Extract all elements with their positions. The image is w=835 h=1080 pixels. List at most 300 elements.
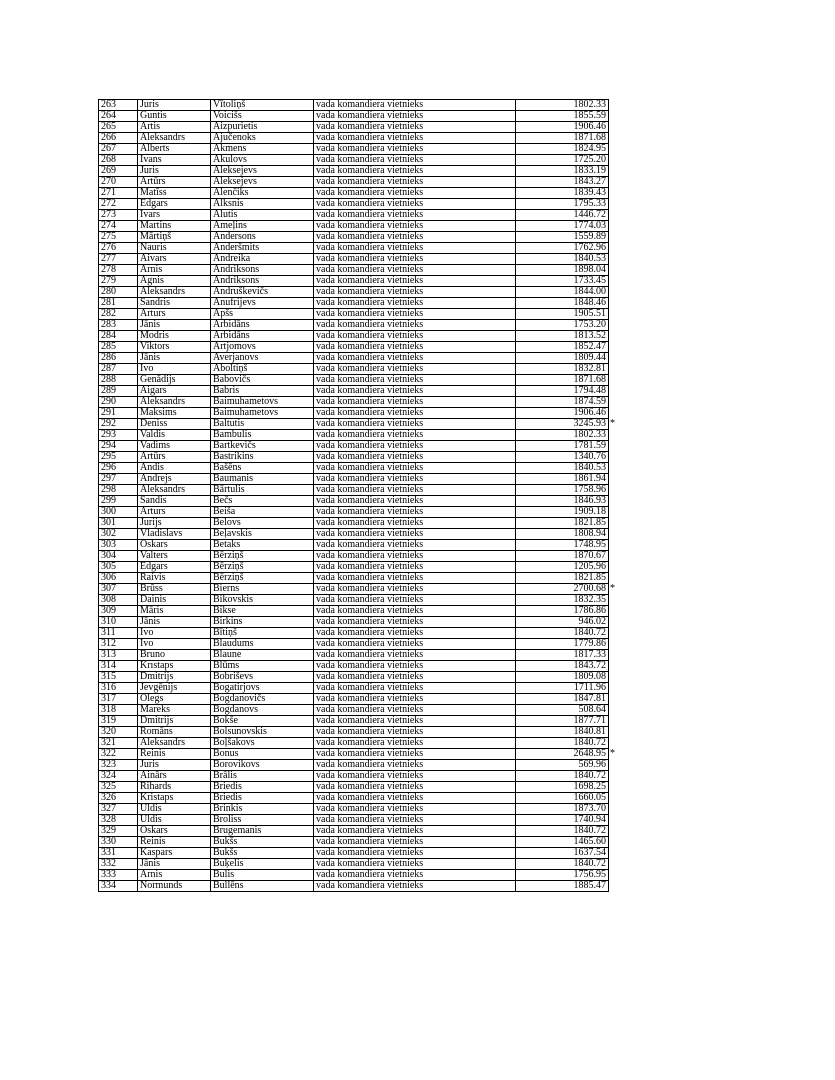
row-number-cell: 304 <box>99 551 138 562</box>
amount-cell <box>516 298 609 309</box>
table-row <box>99 452 609 463</box>
table-row <box>99 221 609 232</box>
first-name-cell: Jānis <box>138 617 211 628</box>
position-cell: vada komandiera vietnieks <box>314 518 516 529</box>
position-cell: vada komandiera vietnieks <box>314 738 516 749</box>
table-row <box>99 595 609 606</box>
row-number-cell: 334 <box>99 881 138 892</box>
amount-cell <box>516 595 609 606</box>
amount-value: 3245.93 <box>573 418 606 429</box>
position-cell: vada komandiera vietnieks <box>314 540 516 551</box>
amount-value: 1781.59 <box>573 440 606 451</box>
first-name-cell: Normunds <box>138 881 211 892</box>
last-name-cell: Bastrikins <box>211 452 314 463</box>
row-number-cell: 311 <box>99 628 138 639</box>
amount-value: 1840.81 <box>573 726 606 737</box>
row-number-cell: 286 <box>99 353 138 364</box>
table-row <box>99 375 609 386</box>
last-name-cell: Andersons <box>211 232 314 243</box>
amount-value: 1809.44 <box>573 352 606 363</box>
position-cell: vada komandiera vietnieks <box>314 793 516 804</box>
amount-cell <box>516 727 609 738</box>
position-cell: vada komandiera vietnieks <box>314 430 516 441</box>
amount-cell <box>516 815 609 826</box>
amount-value: 1840.72 <box>573 825 606 836</box>
table-row <box>99 881 609 892</box>
table-row <box>99 639 609 650</box>
amount-cell <box>516 518 609 529</box>
position-cell: vada komandiera vietnieks <box>314 364 516 375</box>
table-row <box>99 353 609 364</box>
amount-cell <box>516 529 609 540</box>
position-cell: vada komandiera vietnieks <box>314 331 516 342</box>
table-row <box>99 551 609 562</box>
amount-value: 1817.33 <box>573 649 606 660</box>
amount-cell <box>516 848 609 859</box>
first-name-cell: Krıstaps <box>138 661 211 672</box>
position-cell: vada komandiera vietnieks <box>314 683 516 694</box>
table-row <box>99 276 609 287</box>
last-name-cell: Bārtulis <box>211 485 314 496</box>
table-row <box>99 309 609 320</box>
position-cell: vada komandiera vietnieks <box>314 815 516 826</box>
first-name-cell: Aivars <box>138 254 211 265</box>
row-number-cell: 320 <box>99 727 138 738</box>
amount-cell <box>516 551 609 562</box>
table-row <box>99 738 609 749</box>
amount-cell <box>516 375 609 386</box>
amount-cell <box>516 583 615 595</box>
position-cell: vada komandiera vietnieks <box>314 639 516 650</box>
amount-cell <box>516 122 609 133</box>
row-number-cell: 264 <box>99 111 138 122</box>
table-row <box>99 694 609 705</box>
amount-value: 1786.86 <box>573 605 606 616</box>
row-number-cell: 287 <box>99 364 138 375</box>
last-name-cell: Bogdanovičs <box>211 694 314 705</box>
position-cell: vada komandiera vietnieks <box>314 298 516 309</box>
row-number-cell: 293 <box>99 430 138 441</box>
position-cell: vada komandiera vietnieks <box>314 155 516 166</box>
last-name-cell: Andruškevičs <box>211 287 314 298</box>
table-row <box>99 782 609 793</box>
table-row <box>99 848 609 859</box>
first-name-cell: Oskars <box>138 826 211 837</box>
row-number-cell: 278 <box>99 265 138 276</box>
amount-cell <box>516 540 609 551</box>
amount-cell <box>516 276 609 287</box>
amount-cell <box>516 166 609 177</box>
first-name-cell: Mareks <box>138 705 211 716</box>
last-name-cell: Buķelis <box>211 859 314 870</box>
table-row <box>99 661 609 672</box>
amount-value: 1340.76 <box>573 451 606 462</box>
amount-value: 1205.96 <box>573 561 606 572</box>
first-name-cell: Reinis <box>138 749 211 760</box>
row-number-cell: 310 <box>99 617 138 628</box>
table-row <box>99 771 609 782</box>
last-name-cell: Baumanis <box>211 474 314 485</box>
amount-value: 1840.72 <box>573 627 606 638</box>
row-number-cell: 319 <box>99 716 138 727</box>
table-row <box>99 529 609 540</box>
first-name-cell: Romāns <box>138 727 211 738</box>
last-name-cell: Betaks <box>211 540 314 551</box>
amount-value: 2700.68 <box>573 583 606 594</box>
row-number-cell: 323 <box>99 760 138 771</box>
first-name-cell: Modris <box>138 331 211 342</box>
last-name-cell: Blaune <box>211 650 314 661</box>
amount-value: 1843.72 <box>573 660 606 671</box>
first-name-cell: Brūss <box>138 584 211 595</box>
last-name-cell: Briedis <box>211 782 314 793</box>
amount-cell <box>516 463 609 474</box>
position-cell: vada komandiera vietnieks <box>314 837 516 848</box>
last-name-cell: Artjomovs <box>211 342 314 353</box>
position-cell: vada komandiera vietnieks <box>314 881 516 892</box>
amount-value: 1874.59 <box>573 396 606 407</box>
position-cell: vada komandiera vietnieks <box>314 232 516 243</box>
last-name-cell: Bonus <box>211 749 314 760</box>
row-number-cell: 269 <box>99 166 138 177</box>
amount-value: 508.64 <box>578 704 606 715</box>
last-name-cell: Blūms <box>211 661 314 672</box>
last-name-cell: Bokše <box>211 716 314 727</box>
amount-cell <box>516 177 609 188</box>
position-cell: vada komandiera vietnieks <box>314 441 516 452</box>
table-row <box>99 584 609 595</box>
amount-cell <box>516 661 609 672</box>
row-number-cell: 298 <box>99 485 138 496</box>
last-name-cell: Briedis <box>211 793 314 804</box>
last-name-cell: Arbidāns <box>211 331 314 342</box>
first-name-cell: Dainis <box>138 595 211 606</box>
last-name-cell: Bulis <box>211 870 314 881</box>
amount-value: 946.02 <box>578 616 606 627</box>
row-number-cell: 265 <box>99 122 138 133</box>
row-number-cell: 301 <box>99 518 138 529</box>
first-name-cell: Aleksandrs <box>138 287 211 298</box>
table-row <box>99 133 609 144</box>
amount-value: 1833.19 <box>573 165 606 176</box>
row-number-cell: 290 <box>99 397 138 408</box>
salary-table <box>98 99 615 892</box>
last-name-cell: Arbidāns <box>211 320 314 331</box>
position-cell: vada komandiera vietnieks <box>314 254 516 265</box>
row-number-cell: 332 <box>99 859 138 870</box>
row-number-cell: 282 <box>99 309 138 320</box>
last-name-cell: Aleksejevs <box>211 177 314 188</box>
row-number-cell: 317 <box>99 694 138 705</box>
amount-value: 1813.52 <box>573 330 606 341</box>
amount-cell <box>516 705 609 716</box>
amount-value: 1840.53 <box>573 253 606 264</box>
amount-value: 1774.03 <box>573 220 606 231</box>
row-number-cell: 292 <box>99 419 138 430</box>
position-cell: vada komandiera vietnieks <box>314 397 516 408</box>
table-row <box>99 287 609 298</box>
first-name-cell: Artūrs <box>138 452 211 463</box>
position-cell: vada komandiera vietnieks <box>314 188 516 199</box>
row-number-cell: 284 <box>99 331 138 342</box>
position-cell: vada komandiera vietnieks <box>314 661 516 672</box>
position-cell: vada komandiera vietnieks <box>314 100 516 111</box>
amount-cell <box>516 870 609 881</box>
position-cell: vada komandiera vietnieks <box>314 606 516 617</box>
table-row <box>99 628 609 639</box>
amount-value: 1762.96 <box>573 242 606 253</box>
position-cell: vada komandiera vietnieks <box>314 463 516 474</box>
table-row <box>99 188 609 199</box>
position-cell: vada komandiera vietnieks <box>314 309 516 320</box>
last-name-cell: Akulovs <box>211 155 314 166</box>
first-name-cell: Andis <box>138 463 211 474</box>
last-name-cell: Bikovskis <box>211 595 314 606</box>
position-cell: vada komandiera vietnieks <box>314 507 516 518</box>
amount-cell <box>516 188 609 199</box>
table-row <box>99 232 609 243</box>
first-name-cell: Valters <box>138 551 211 562</box>
last-name-cell: Anufrijevs <box>211 298 314 309</box>
table-row <box>99 815 609 826</box>
position-cell: vada komandiera vietnieks <box>314 760 516 771</box>
position-cell: vada komandiera vietnieks <box>314 496 516 507</box>
table-row <box>99 265 609 276</box>
first-name-cell: Maksims <box>138 408 211 419</box>
first-name-cell: Kristaps <box>138 793 211 804</box>
amount-value: 1660.05 <box>573 792 606 803</box>
table-row <box>99 166 609 177</box>
row-number-cell: 322 <box>99 749 138 760</box>
first-name-cell: Artis <box>138 122 211 133</box>
table-row <box>99 463 609 474</box>
amount-cell <box>516 309 609 320</box>
first-name-cell: Aleksandrs <box>138 738 211 749</box>
position-cell: vada komandiera vietnieks <box>314 617 516 628</box>
amount-cell <box>516 859 609 870</box>
last-name-cell: Brālis <box>211 771 314 782</box>
table-row <box>99 650 609 661</box>
amount-cell <box>516 562 609 573</box>
last-name-cell: Brinkis <box>211 804 314 815</box>
row-number-cell: 295 <box>99 452 138 463</box>
amount-value: 1870.67 <box>573 550 606 561</box>
row-number-cell: 306 <box>99 573 138 584</box>
last-name-cell: Birkins <box>211 617 314 628</box>
table-row <box>99 386 609 397</box>
amount-value: 1779.86 <box>573 638 606 649</box>
amount-cell <box>516 837 609 848</box>
table-row <box>99 430 609 441</box>
position-cell: vada komandiera vietnieks <box>314 705 516 716</box>
amount-value: 1871.68 <box>573 132 606 143</box>
last-name-cell: Borovikovs <box>211 760 314 771</box>
first-name-cell: Arnis <box>138 265 211 276</box>
row-number-cell: 330 <box>99 837 138 848</box>
last-name-cell: Bikse <box>211 606 314 617</box>
amount-cell <box>516 826 609 837</box>
last-name-cell: Averjanovs <box>211 353 314 364</box>
table-row <box>99 859 609 870</box>
amount-value: 1840.72 <box>573 737 606 748</box>
table-row <box>99 749 609 760</box>
first-name-cell: Viktors <box>138 342 211 353</box>
amount-cell <box>516 221 609 232</box>
position-cell: vada komandiera vietnieks <box>314 419 516 430</box>
row-number-cell: 324 <box>99 771 138 782</box>
amount-cell <box>516 804 609 815</box>
row-number-cell: 315 <box>99 672 138 683</box>
position-cell: vada komandiera vietnieks <box>314 848 516 859</box>
row-number-cell: 274 <box>99 221 138 232</box>
table-row <box>99 870 609 881</box>
row-number-cell: 329 <box>99 826 138 837</box>
row-number-cell: 272 <box>99 199 138 210</box>
amount-value: 1832.35 <box>573 594 606 605</box>
table-row <box>99 793 609 804</box>
row-number-cell: 279 <box>99 276 138 287</box>
amount-cell <box>516 793 609 804</box>
position-cell: vada komandiera vietnieks <box>314 562 516 573</box>
position-cell: vada komandiera vietnieks <box>314 199 516 210</box>
position-cell: vada komandiera vietnieks <box>314 276 516 287</box>
first-name-cell: Matīss <box>138 188 211 199</box>
amount-cell <box>516 496 609 507</box>
amount-value: 1725.20 <box>573 154 606 165</box>
last-name-cell: Baimuhametovs <box>211 397 314 408</box>
first-name-cell: Jānis <box>138 320 211 331</box>
amount-cell <box>516 155 609 166</box>
position-cell: vada komandiera vietnieks <box>314 452 516 463</box>
row-number-cell: 299 <box>99 496 138 507</box>
row-number-cell: 308 <box>99 595 138 606</box>
first-name-cell: Sandris <box>138 298 211 309</box>
position-cell: vada komandiera vietnieks <box>314 177 516 188</box>
table-row <box>99 837 609 848</box>
amount-cell <box>516 617 609 628</box>
asterisk-mark: * <box>610 418 615 429</box>
table-row <box>99 683 609 694</box>
table-row <box>99 364 609 375</box>
last-name-cell: Bītiņš <box>211 628 314 639</box>
first-name-cell: Ivo <box>138 364 211 375</box>
last-name-cell: Bullēns <box>211 881 314 892</box>
amount-cell <box>516 397 609 408</box>
amount-cell <box>516 573 609 584</box>
amount-value: 1559.89 <box>573 231 606 242</box>
amount-value: 1821.85 <box>573 572 606 583</box>
amount-cell <box>516 199 609 210</box>
amount-value: 1852.47 <box>573 341 606 352</box>
amount-cell <box>516 342 609 353</box>
first-name-cell: Arturs <box>138 507 211 518</box>
last-name-cell: Beļavskis <box>211 529 314 540</box>
amount-value: 1740.94 <box>573 814 606 825</box>
amount-value: 1802.33 <box>573 99 606 110</box>
last-name-cell: Vītoliņš <box>211 100 314 111</box>
first-name-cell: Arturs <box>138 309 211 320</box>
position-cell: vada komandiera vietnieks <box>314 727 516 738</box>
row-number-cell: 326 <box>99 793 138 804</box>
amount-cell <box>516 386 609 397</box>
position-cell: vada komandiera vietnieks <box>314 386 516 397</box>
first-name-cell: Aleksandrs <box>138 133 211 144</box>
amount-value: 1847.81 <box>573 693 606 704</box>
amount-value: 1840.53 <box>573 462 606 473</box>
first-name-cell: Māris <box>138 606 211 617</box>
first-name-cell: Guntis <box>138 111 211 122</box>
amount-cell <box>516 782 609 793</box>
last-name-cell: Bogdanovs <box>211 705 314 716</box>
amount-cell <box>516 748 615 760</box>
table-row <box>99 672 609 683</box>
first-name-cell: Aleksandrs <box>138 397 211 408</box>
last-name-cell: Babovičs <box>211 375 314 386</box>
table-row <box>99 485 609 496</box>
row-number-cell: 333 <box>99 870 138 881</box>
row-number-cell: 283 <box>99 320 138 331</box>
first-name-cell: Aigars <box>138 386 211 397</box>
table-row <box>99 122 609 133</box>
position-cell: vada komandiera vietnieks <box>314 826 516 837</box>
amount-cell <box>516 606 609 617</box>
row-number-cell: 297 <box>99 474 138 485</box>
row-number-cell: 302 <box>99 529 138 540</box>
amount-value: 1711.96 <box>573 682 606 693</box>
row-number-cell: 273 <box>99 210 138 221</box>
row-number-cell: 277 <box>99 254 138 265</box>
table-row <box>99 331 609 342</box>
table-row <box>99 419 609 430</box>
row-number-cell: 318 <box>99 705 138 716</box>
amount-value: 1795.33 <box>573 198 606 209</box>
first-name-cell: Uldis <box>138 815 211 826</box>
amount-cell <box>516 716 609 727</box>
amount-value: 1808.94 <box>573 528 606 539</box>
last-name-cell: Ajučenoks <box>211 133 314 144</box>
first-name-cell: Olegs <box>138 694 211 705</box>
last-name-cell: Andreika <box>211 254 314 265</box>
amount-value: 2648.95 <box>573 748 606 759</box>
first-name-cell: Juris <box>138 760 211 771</box>
position-cell: vada komandiera vietnieks <box>314 342 516 353</box>
first-name-cell: Deniss <box>138 419 211 430</box>
amount-value: 1840.72 <box>573 858 606 869</box>
amount-value: 1465.60 <box>573 836 606 847</box>
first-name-cell: Bruno <box>138 650 211 661</box>
amount-cell <box>516 111 609 122</box>
table-row <box>99 408 609 419</box>
amount-value: 1843.27 <box>573 176 606 187</box>
amount-value: 1905.51 <box>573 308 606 319</box>
first-name-cell: Ivo <box>138 628 211 639</box>
amount-value: 1909.18 <box>573 506 606 517</box>
position-cell: vada komandiera vietnieks <box>314 320 516 331</box>
amount-value: 1821.85 <box>573 517 606 528</box>
last-name-cell: Aizpurietis <box>211 122 314 133</box>
last-name-cell: Bambulis <box>211 430 314 441</box>
last-name-cell: Bobriševs <box>211 672 314 683</box>
amount-value: 1871.68 <box>573 374 606 385</box>
amount-value: 1855.59 <box>573 110 606 121</box>
position-cell: vada komandiera vietnieks <box>314 694 516 705</box>
position-cell: vada komandiera vietnieks <box>314 584 516 595</box>
amount-value: 1758.96 <box>573 484 606 495</box>
table-row <box>99 441 609 452</box>
row-number-cell: 305 <box>99 562 138 573</box>
first-name-cell: Andrejs <box>138 474 211 485</box>
row-number-cell: 313 <box>99 650 138 661</box>
